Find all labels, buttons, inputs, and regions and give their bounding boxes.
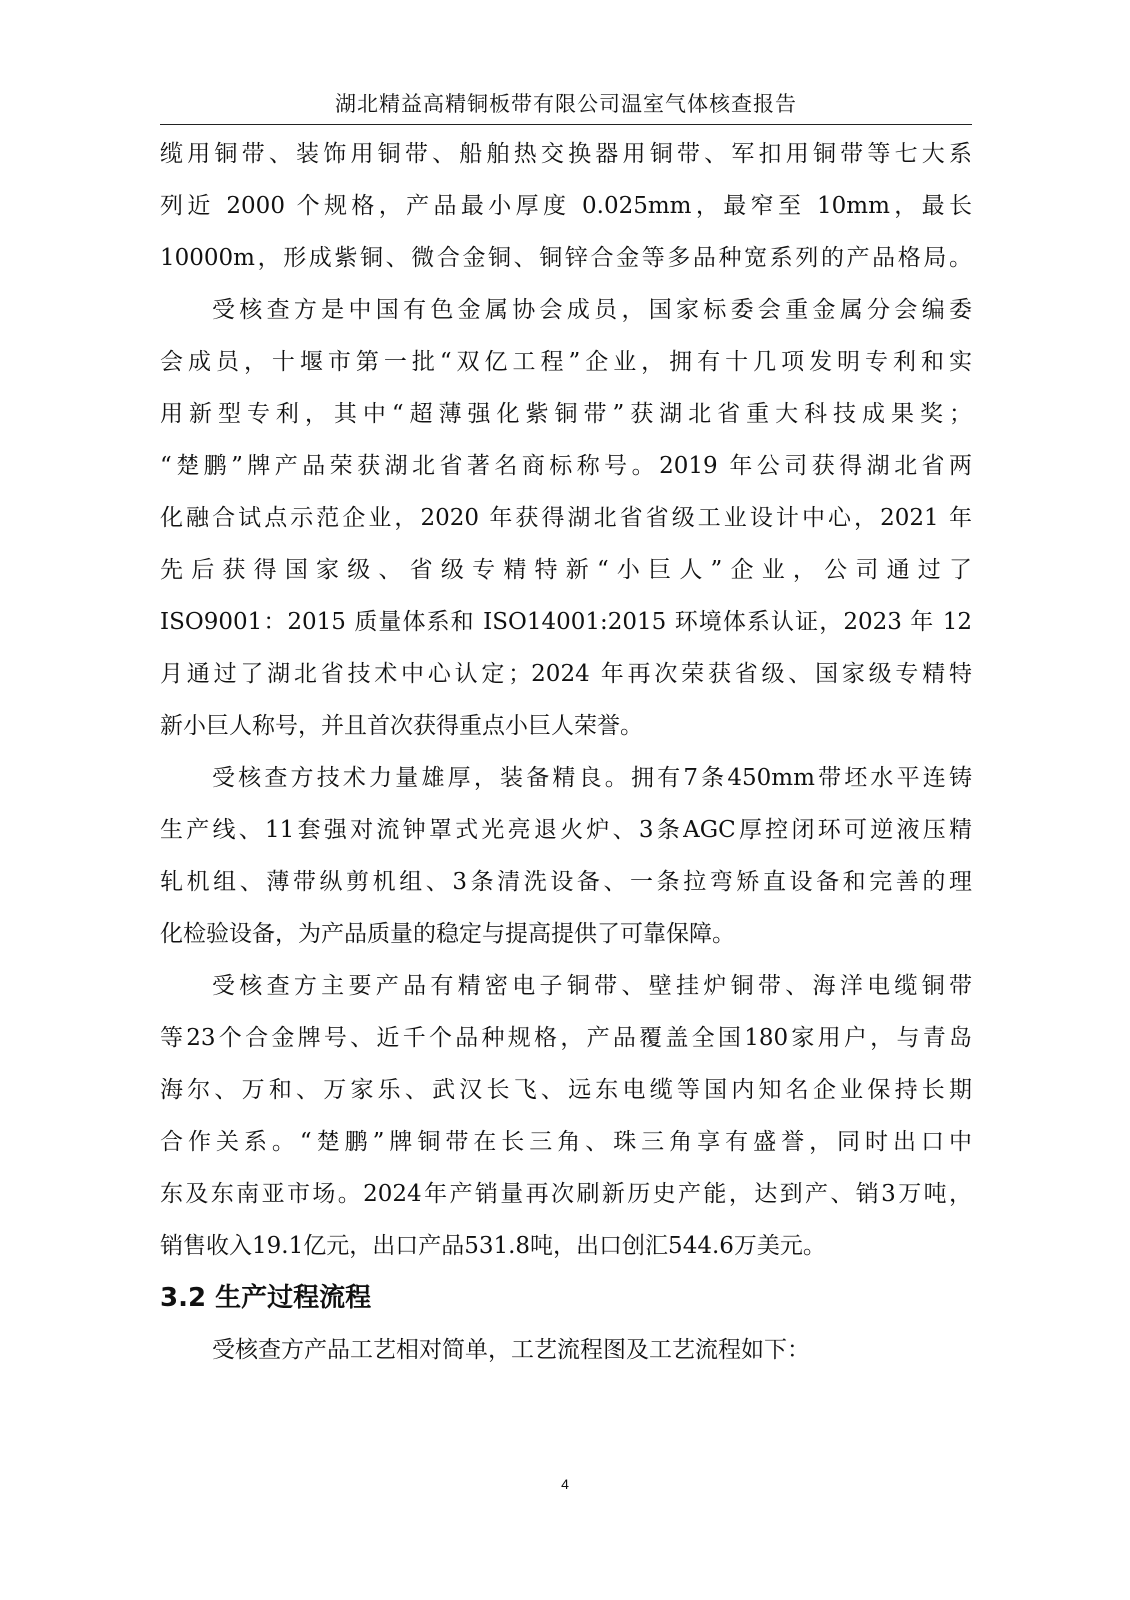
- body-text: [160, 128, 972, 1376]
- text-line: 东及东南亚市场。2024年产销量再次刷新历史产能，达到产、销3万吨，: [160, 1181, 972, 1207]
- section-heading: 3.2 生产过程流程: [160, 1283, 372, 1313]
- text-line: 用新型专利，其中“超薄强化紫铜带”获湖北省重大科技成果奖；: [160, 401, 972, 427]
- text-line: 等23个合金牌号、近千个品种规格，产品覆盖全国180家用户，与青岛: [160, 1025, 972, 1051]
- paragraph-equipment: [160, 752, 972, 960]
- text-line: 生产线、11套强对流钟罩式光亮退火炉、3条AGC厚控闭环可逆液压精: [160, 817, 972, 843]
- text-line: 缆用铜带、装饰用铜带、船舶热交换器用铜带、军扣用铜带等七大系: [160, 141, 972, 167]
- paragraph-market: [160, 960, 972, 1272]
- text-line: 轧机组、薄带纵剪机组、3条清洗设备、一条拉弯矫直设备和完善的理: [160, 869, 972, 895]
- text-line: 受核查方是中国有色金属协会成员，国家标委会重金属分会编委: [212, 297, 972, 323]
- page-number: 4: [561, 1476, 569, 1492]
- text-line: 10000m，形成紫铜、微合金铜、铜锌合金等多品种宽系列的产品格局。: [160, 245, 972, 271]
- text-line: “楚鹏”牌产品荣获湖北省著名商标称号。2019 年公司获得湖北省两: [160, 453, 972, 479]
- paragraph-honors: [160, 284, 972, 752]
- text-line: 新小巨人称号，并且首次获得重点小巨人荣誉。: [160, 713, 643, 739]
- text-line: 海尔、万和、万家乐、武汉长飞、远东电缆等国内知名企业保持长期: [160, 1077, 972, 1103]
- text-line: 先后获得国家级、省级专精特新“小巨人”企业，公司通过了: [160, 557, 972, 583]
- text-line: 受核查方技术力量雄厚，装备精良。拥有7条450mm带坯水平连铸: [212, 765, 972, 791]
- page-header-title: 湖北精益高精铜板带有限公司温室气体核查报告: [335, 92, 797, 116]
- paragraph-company-products: [160, 128, 972, 284]
- text-line: 合作关系。“楚鹏”牌铜带在长三角、珠三角享有盛誉，同时出口中: [160, 1129, 972, 1155]
- text-line: 化融合试点示范企业，2020 年获得湖北省省级工业设计中心，2021 年: [160, 505, 972, 531]
- text-line: ISO9001：2015 质量体系和 ISO14001:2015 环境体系认证，2023 年 12: [160, 609, 973, 635]
- paragraph-process-intro: 受核查方产品工艺相对简单，工艺流程图及工艺流程如下：: [212, 1337, 810, 1363]
- text-line: 化检验设备，为产品质量的稳定与提高提供了可靠保障。: [160, 921, 735, 947]
- text-line: 会成员，十堰市第一批“双亿工程”企业，拥有十几项发明专利和实: [160, 349, 972, 375]
- text-line: 销售收入19.1亿元，出口产品531.8吨，出口创汇544.6万美元。: [160, 1233, 826, 1259]
- header-rule: [160, 124, 972, 125]
- text-line: 月通过了湖北省技术中心认定；2024 年再次荣获省级、国家级专精特: [160, 661, 972, 687]
- text-line: 受核查方主要产品有精密电子铜带、壁挂炉铜带、海洋电缆铜带: [212, 973, 972, 999]
- text-line: 列近 2000 个规格，产品最小厚度 0.025mm，最窄至 10mm，最长: [160, 193, 972, 219]
